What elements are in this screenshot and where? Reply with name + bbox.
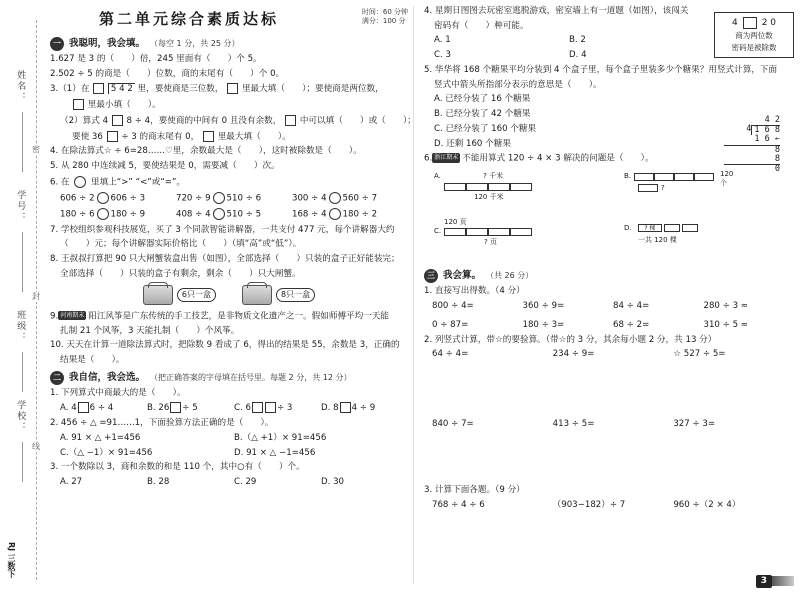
question-r6: 6. 浙江期末 不能用算式 120 ÷ 4 × 3 解决的问题是（ ）。	[424, 153, 654, 164]
option-b: B. 已经分装了 42 个糖果	[434, 109, 531, 120]
option-a: A. 91 × △ +1=456	[60, 432, 141, 443]
puzzle-divisor: 4	[731, 18, 738, 28]
question-r5b: 竖式中箭头所指部分表示的意思是（ ）。	[434, 79, 602, 90]
compare-item: 408 ÷ 4 510 ÷ 5	[176, 209, 262, 220]
q3c-mid: 8 ÷ 4，要使商的中间有 0 且没有余数，	[126, 115, 282, 126]
ld-divisor: 4	[746, 124, 752, 135]
question-2-1: 1. 下列算式中商最大的是（ ）。	[50, 387, 186, 398]
calc-item: 960 ÷（2 × 4）	[673, 500, 741, 510]
blank-box	[203, 131, 214, 142]
ld-quotient: 4 2	[764, 115, 780, 125]
q3a-prefix: 3.（1）在	[50, 84, 90, 95]
blank-box	[227, 83, 238, 94]
option-d: D. 91 × △ −1=456	[234, 447, 316, 458]
q3d-post2: 里最大填（ ）。	[217, 131, 291, 142]
q6-text: 不能用算式 120 ÷ 4 × 3 解决的问题是（ ）。	[462, 153, 654, 164]
blank-box	[285, 115, 296, 126]
class-line	[22, 352, 23, 392]
diagram-a: A. ? 千米 120 千米	[434, 172, 532, 202]
gift-box-icon	[143, 285, 173, 305]
blank-box	[743, 17, 757, 29]
section-note: （把正确答案的字母填在括号里。每题 2 分，共 12 分）	[150, 372, 352, 382]
option-d: D. 30	[321, 477, 345, 488]
calc-item: （903−182）÷ 7	[552, 500, 626, 510]
calc-item: 840 ÷ 7=	[432, 419, 474, 430]
ld-step: 8	[774, 153, 780, 164]
option-c: C.（△ −1）× 91=456	[60, 447, 153, 458]
q3d-prefix: 要使 36	[72, 131, 103, 142]
right-column	[424, 6, 794, 511]
calc-item: 413 ÷ 5=	[552, 419, 595, 430]
question-r4a: 4. 星期日图图去玩密室逃脱游戏，密室墙上有一道题（如图），该闯关	[424, 6, 689, 16]
section-number: 一	[50, 37, 64, 51]
brand-mark: RJ 三数下	[7, 542, 16, 578]
class-label: 班级：	[15, 310, 26, 343]
diagram-b: B. 120 个 ?	[624, 170, 734, 193]
question-1-7b: （ ）元；每个讲解器实际价格比（ ）（填“高”或“低”）。	[60, 239, 302, 250]
q3c-prefix: （2）算式 4	[60, 115, 109, 126]
crab-boxes	[50, 285, 408, 305]
diagram-d: D. ? 棵 一共 120 棵	[624, 224, 698, 245]
question-1-5: 5. 从 280 中连续减 5，要使结果是 0，需要减（ ）次。	[50, 161, 280, 172]
compare-item: 720 ÷ 9 510 ÷ 6	[176, 193, 262, 204]
option-b: B. 2	[569, 35, 586, 46]
compare-item: 180 ÷ 6 180 ÷ 9	[60, 209, 146, 220]
section-1-header	[50, 37, 408, 51]
puzzle-quotient: 2 0	[761, 18, 777, 28]
question-1-9b: 扎制 21 个风筝，3 天能扎制（ ）个风筝。	[60, 325, 240, 336]
page-number	[756, 575, 794, 588]
compare-item: 168 ÷ 4 180 ÷ 2	[292, 209, 378, 220]
calc-item: 360 ÷ 9=	[522, 301, 565, 312]
question-1-10a: 10. 天天在计算一道除法算式时，把除数 9 看成了 6，得出的结果是 55，余数是 3，正确的	[50, 340, 400, 351]
puzzle-equation	[718, 16, 790, 30]
option-d: D. 8 4 ÷ 9	[321, 403, 376, 414]
puzzle-box	[714, 12, 794, 58]
option-b: B. 28	[147, 477, 170, 488]
section-note: （共 26 分）	[486, 271, 534, 281]
section-note: （每空 1 分，共 25 分）	[150, 39, 240, 48]
vertical-calc-row-2	[432, 419, 794, 485]
question-1-3d	[50, 131, 408, 143]
section-title: 我会算。	[443, 270, 482, 282]
question-3-3: 3. 计算下面各题。（9 分）	[424, 485, 525, 496]
calc-item: 84 ÷ 4=	[613, 301, 650, 312]
question-3-1: 1. 直接写出得数。（4 分）	[424, 286, 525, 297]
calc-item: 280 ÷ 3 ≈	[703, 301, 748, 312]
blank-box	[73, 99, 84, 110]
q2-1-options	[50, 402, 408, 414]
mixed-calc-row	[432, 500, 794, 511]
puzzle-note: 商为两位数	[735, 31, 773, 41]
question-1-1: 1.627 是 3 的（ ）倍，245 里面有（ ）个 5。	[50, 54, 262, 64]
compare-item: 606 ÷ 2 606 ÷ 3	[60, 193, 146, 204]
source-tag: 浙江期末	[434, 154, 459, 162]
cut-mark-seal2: 封	[32, 292, 40, 301]
q6-prefix: 6. 在	[50, 177, 70, 188]
calc-item: 800 ÷ 4=	[432, 301, 474, 312]
long-division	[724, 116, 780, 174]
q3c-post: 中可以填（ ）或（ ）；	[299, 115, 416, 126]
calc-item: 768 ÷ 4 ÷ 6	[432, 500, 485, 510]
blank-box	[93, 83, 104, 94]
q2-3-options	[50, 477, 408, 488]
exam-meta	[362, 8, 408, 27]
question-1-8b: 全部选择（ ）只装的盒子有剩余，剩余（ ）只大闸蟹。	[60, 268, 301, 279]
calc-item: 310 ÷ 5 ≈	[703, 319, 748, 330]
question-2-3: 3. 一个数除以 3，商和余数的和是 110 个，其中○有（ ）个。	[50, 462, 305, 473]
option-a: A. 已经分装了 16 个糖果	[434, 94, 531, 105]
option-b: B.（△ +1）× 91=456	[234, 432, 327, 443]
calc-item: 180 ÷ 3=	[522, 319, 565, 330]
school-label: 学校：	[15, 400, 26, 433]
calc-item: ☆ 527 ÷ 5=	[673, 349, 726, 360]
box-label: 8只一盒	[276, 288, 315, 302]
left-column	[50, 6, 416, 492]
question-1-6	[50, 176, 408, 188]
question-1-10b: 结果是（ ）。	[60, 354, 125, 365]
option-c: C. 29	[234, 477, 257, 488]
calc-item: 64 ÷ 4=	[432, 349, 469, 360]
option-c: C. 3	[434, 50, 451, 61]
q-r4-options	[424, 35, 704, 60]
question-1-2: 2.502 ÷ 5 的商是（ ）位数，商的末尾有（ ）个 0。	[50, 68, 285, 79]
question-1-3b	[50, 99, 408, 111]
q3d-post: ÷ 3 的商末尾有 0，	[121, 131, 200, 142]
option-a: A. 27	[60, 477, 83, 488]
column-divider	[413, 6, 414, 584]
cut-mark-seal: 密	[32, 145, 40, 154]
compare-circle	[74, 176, 86, 188]
option-d: D. 4	[569, 50, 587, 61]
question-1-4: 4. 在除法算式☆ ÷ 6=28……♡里，余数最大是（ ），这时被除数是（ ）。	[50, 146, 362, 157]
source-tag: 河南期末	[60, 311, 85, 319]
ld-step: 1 6 ←	[754, 134, 780, 145]
question-2-2: 2. 456 ÷ △ =91……1，下面验算方法正确的是（ ）。	[50, 418, 274, 429]
time-limit: 时间：60 分钟	[361, 8, 408, 16]
question-1-9a: 9. 河南期末 阳江风筝是广东传统的手工技艺，是非物质文化遗产之一。假如师傅平均一天能	[50, 310, 390, 321]
section-number: 二	[50, 371, 64, 385]
section-title: 我聪明，我会填。	[69, 38, 146, 50]
q2-2-options-cd	[50, 448, 408, 459]
option-b: B. 26 ÷ 5	[147, 403, 198, 414]
question-r5a: 5. 华华将 168 个糖果平均分装到 4 个盒子里，每个盒子里装多少个糖果？用竖式计算，下面	[424, 64, 778, 75]
option-c: C. 6 ÷ 3	[234, 403, 293, 414]
option-d: D. 还剩 160 个糖果	[434, 138, 511, 149]
compare-row-2	[50, 208, 408, 220]
question-1-8a: 8. 王叔叔打算把 90 只大闸蟹装盒出售（如图），全部选择（ ）只装的盒子正好能装完；	[50, 254, 400, 265]
number-label: 学号：	[15, 190, 26, 223]
calc-item: 327 ÷ 3=	[673, 419, 716, 430]
q6-suffix: 里填上“>” “<”或“=”。	[91, 177, 186, 188]
section-2-header	[50, 371, 408, 385]
cut-mark-line: 线	[32, 442, 40, 451]
ld-step: 8	[724, 145, 780, 155]
blank-box	[107, 131, 118, 142]
division-bracket: 5 4 2	[108, 83, 135, 94]
compare-row-1	[50, 192, 408, 204]
q3a-suffix: 里，要使商是三位数，	[137, 84, 224, 95]
option-c: C. 已经分装了 160 个糖果	[434, 123, 537, 134]
ld-remainder: 0	[724, 164, 780, 174]
question-1-3a	[50, 83, 408, 95]
question-3-2: 2. 列竖式计算，带☆的要验算。（带☆的 3 分，其余每小题 2 分，共 13 分）	[424, 334, 717, 345]
option-a: A. 4 6 ÷ 4	[60, 403, 114, 414]
margin-strip	[0, 0, 44, 592]
full-score: 满分：100 分	[361, 17, 406, 26]
section-3-header	[424, 269, 794, 283]
q6-diagrams	[424, 168, 794, 264]
question-r4b: 密码有（ ）种可能。	[434, 20, 529, 31]
section-title: 我自信，我会选。	[69, 371, 146, 383]
q9-text: 阳江风筝是广东传统的手工技艺，是非物质文化遗产之一。假如师傅平均一天能	[88, 310, 390, 321]
box-6	[143, 285, 216, 305]
header	[50, 6, 408, 32]
option-a: A. 1	[434, 35, 451, 46]
page-title: 第二单元综合素质达标	[98, 10, 279, 28]
section-number: 三	[424, 269, 438, 283]
vertical-calc-row-1	[432, 349, 794, 415]
blank-box	[112, 115, 123, 126]
puzzle-note: 密码是被除数	[731, 43, 777, 53]
q2-2-options-ab	[50, 433, 408, 444]
box-label: 6只一盒	[177, 288, 216, 302]
calc-item: 234 ÷ 9=	[552, 349, 595, 360]
q3a-suffix2: 里最大填（ ）；要使商是两位数，	[241, 84, 384, 95]
page-number-text: 3	[756, 575, 772, 588]
question-1-3c	[50, 115, 416, 127]
mental-math-grid	[432, 301, 794, 330]
compare-item: 300 ÷ 4 560 ÷ 7	[292, 193, 378, 204]
question-1-7a: 7. 学校组织参观科技展览，买了 3 个同款智能讲解器，一共支付 477 元，每个讲解器大约	[50, 224, 395, 235]
gift-box-icon	[242, 285, 272, 305]
calc-item: 68 ÷ 2=	[613, 319, 650, 330]
q3b-text: 里最小填（ ）。	[87, 100, 161, 111]
school-line	[22, 442, 23, 482]
name-label: 姓名：	[15, 70, 26, 103]
name-line	[22, 112, 23, 172]
diagram-c: 120 页 C. ? 页	[434, 218, 532, 246]
page-number-tab	[772, 576, 794, 586]
box-8	[242, 285, 315, 305]
calc-item: 0 ÷ 87=	[432, 319, 469, 330]
number-line	[22, 232, 23, 292]
ld-dividend: 1 6 8	[751, 125, 780, 135]
